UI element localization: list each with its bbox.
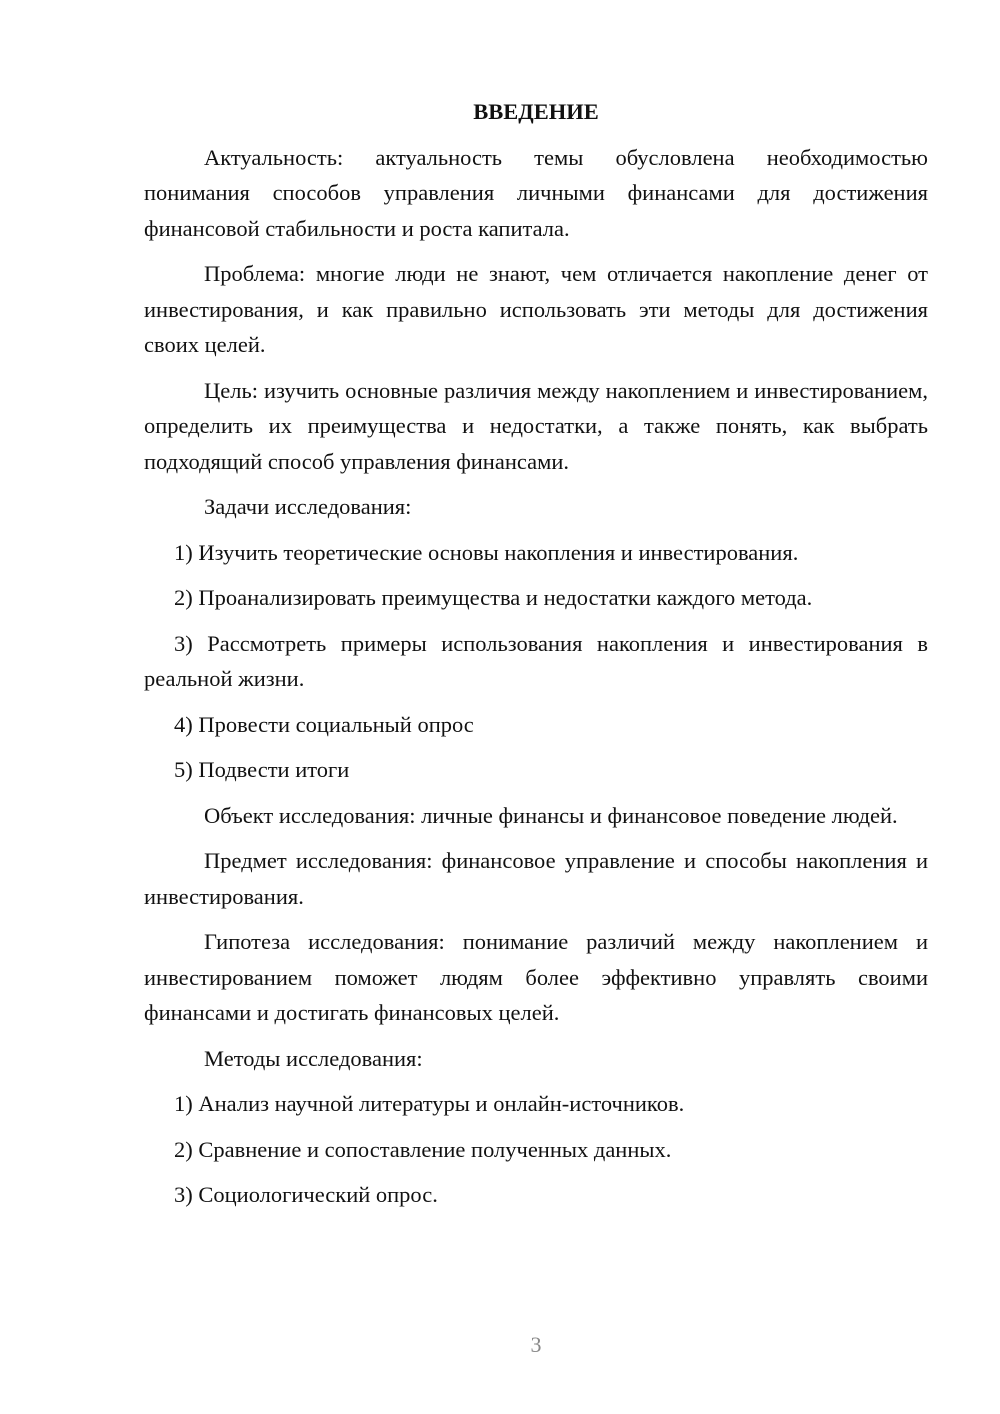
- hypothesis-paragraph: Гипотеза исследования: понимание различий между накоплением и инвестированием поможет людям более эффективно управлять своими финансами и достигать финансовых целей.: [144, 929, 928, 1025]
- page-content: [144, 94, 928, 1223]
- task-item-3: 3) Рассмотреть примеры использования накопления и инвестирования в реальной жизни.: [144, 630, 928, 691]
- subject-paragraph: Предмет исследования: финансовое управление и способы накопления и инвестирования.: [144, 848, 928, 909]
- object-paragraph: Объект исследования: личные финансы и финансовое поведение людей.: [204, 802, 898, 828]
- goal-paragraph: Цель: изучить основные различия между накоплением и инвестированием, определить их преимущества и недостатки, а также понять, как выбрать подходящий способ управления финансами.: [144, 377, 928, 474]
- tasks-heading: Задачи исследования:: [204, 494, 412, 519]
- method-item-2: 2) Сравнение и сопоставление полученных данных.: [174, 1136, 672, 1162]
- relevance-paragraph: Актуальность: актуальность темы обусловлена необходимостью понимания способов управления личными финансами для достижения финансовой стабильности и роста капитала.: [144, 144, 928, 241]
- task-item-5: 5) Подвести итоги: [174, 757, 350, 782]
- task-item-2: 2) Проанализировать преимущества и недостатки каждого метода.: [174, 585, 813, 610]
- task-item-4: 4) Провести социальный опрос: [174, 711, 474, 737]
- section-heading: ВВЕДЕНИЕ: [473, 99, 599, 124]
- methods-heading: Методы исследования:: [204, 1045, 423, 1071]
- task-item-1: 1) Изучить теоретические основы накопления и инвестирования.: [174, 539, 799, 565]
- method-item-1: 1) Анализ научной литературы и онлайн-источников.: [174, 1091, 685, 1116]
- page-number: 3: [530, 1332, 542, 1357]
- method-item-3: 3) Социологический опрос.: [174, 1182, 438, 1207]
- problem-paragraph: Проблема: многие люди не знают, чем отличается накопление денег от инвестирования, и как правильно использовать эти методы для достижения своих целей.: [144, 261, 928, 357]
